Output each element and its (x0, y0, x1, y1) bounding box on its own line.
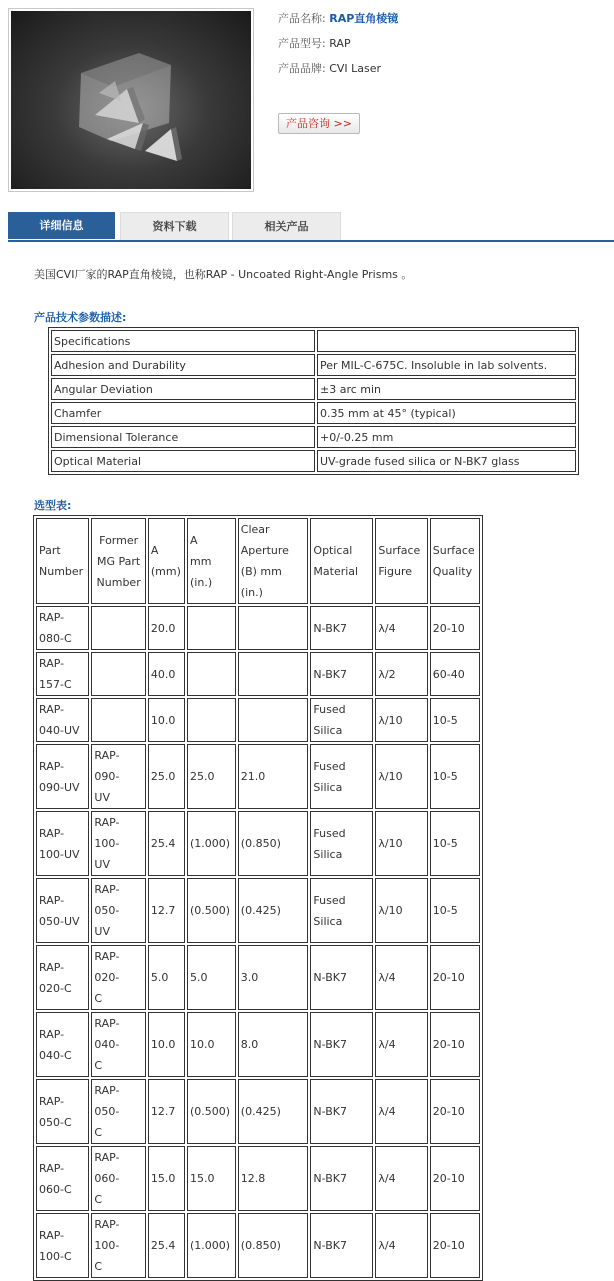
cell-line: RAP- (39, 759, 65, 773)
cell-line: Fused Silica (313, 826, 346, 861)
cell-line: mm (in.) (190, 554, 213, 589)
cell-line: 10-5 (432, 837, 458, 850)
selection-cell (91, 698, 146, 742)
cell-line: 15.0 (150, 1172, 176, 1185)
cell-line: λ/2 (378, 667, 396, 681)
spec-key: Dimensional Tolerance (51, 426, 315, 448)
cell-line: 21.0 (240, 770, 266, 783)
cell-line: A (190, 533, 198, 547)
cell-line: λ/10 (378, 713, 403, 727)
selection-cell (36, 1079, 89, 1144)
selection-cell (375, 698, 427, 742)
cell-line: 25.4 (150, 1239, 176, 1252)
product-brand-row (278, 62, 398, 87)
selection-cell (430, 1213, 480, 1278)
cell-line: 060-C (39, 1182, 72, 1196)
selection-cell (238, 1012, 309, 1077)
selection-cell (310, 698, 373, 742)
product-brand-value: CVI Laser (329, 62, 382, 75)
cell-line: 020-C (39, 981, 72, 995)
cell-line: 157-C (39, 678, 72, 691)
selection-cell (36, 878, 89, 943)
cell-line: Fused Silica (313, 703, 346, 737)
selection-cell (91, 1012, 146, 1077)
selection-cell (148, 1146, 185, 1211)
selection-cell (36, 811, 89, 876)
cell-line: C (94, 1126, 103, 1139)
cell-line: λ/4 (378, 1239, 396, 1252)
spec-value: Per MIL-C-675C. Insoluble in lab solvents. (317, 354, 576, 376)
table-row (36, 945, 480, 1010)
cell-line: 040-UV (39, 724, 80, 737)
cell-line: 20-10 (432, 1172, 465, 1185)
tab-downloads[interactable]: 资料下载 (120, 212, 229, 240)
cell-line: 25.4 (150, 837, 176, 850)
cell-line: Surface (378, 544, 421, 557)
product-model-label: 产品型号: (278, 37, 326, 50)
spec-row (51, 402, 576, 424)
selection-cell (91, 945, 146, 1010)
product-name-value: RAP直角棱镜 (329, 12, 399, 25)
selection-cell (430, 606, 480, 650)
cell-line: λ/4 (378, 1172, 396, 1185)
cell-line: 10-5 (432, 770, 458, 783)
cell-line: 12.7 (150, 904, 176, 917)
cell-line: 5.0 (150, 971, 169, 984)
spec-section-title: 产品技术参数描述: (34, 311, 127, 324)
cell-line: C (94, 992, 103, 1005)
selection-cell (91, 878, 146, 943)
spec-value: UV-grade fused silica or N-BK7 glass (317, 450, 576, 472)
selection-cell (148, 652, 185, 696)
selection-cell (375, 606, 427, 650)
selection-cell (187, 878, 236, 943)
selection-cell (187, 1213, 236, 1278)
product-intro: 美国CVI厂家的RAP直角棱镜，也称RAP - Uncoated Right-Angle Prisms 。 (34, 268, 413, 281)
selection-cell (36, 744, 89, 809)
cell-line: N-BK7 (313, 1038, 347, 1051)
selection-cell (148, 878, 185, 943)
selection-header-cell (430, 518, 480, 604)
selection-cell (148, 698, 185, 742)
cell-line: λ/4 (378, 1105, 396, 1118)
table-row (36, 1012, 480, 1077)
cell-line: 10-5 (432, 904, 458, 917)
selection-cell (91, 811, 146, 876)
cell-line: RAP- (39, 1161, 65, 1175)
cell-line: C (94, 1193, 103, 1206)
spec-row (51, 330, 576, 352)
cell-line: 60-40 (432, 667, 465, 681)
cell-line: RAP-060- (94, 1151, 120, 1185)
cell-line: 20-10 (432, 971, 465, 984)
selection-cell (430, 1146, 480, 1211)
cell-line: λ/10 (378, 904, 403, 917)
cell-line: 10-5 (432, 713, 458, 727)
cell-line: λ/4 (378, 621, 396, 635)
cell-line: 40.0 (150, 667, 176, 681)
cell-line: Number (39, 565, 84, 578)
selection-cell (91, 652, 146, 696)
selection-cell (187, 811, 236, 876)
cell-line: RAP-100- (94, 816, 120, 850)
cell-line: (0.500) (190, 1105, 231, 1118)
table-row (36, 652, 480, 696)
product-name-row (278, 12, 398, 37)
selection-cell (310, 811, 373, 876)
selection-cell (187, 1146, 236, 1211)
cell-line: 8.0 (240, 1038, 259, 1051)
selection-cell (187, 652, 236, 696)
selection-cell (238, 945, 309, 1010)
selection-cell (430, 945, 480, 1010)
selection-cell (430, 1012, 480, 1077)
prism-illustration (11, 11, 251, 189)
product-consult-button[interactable]: 产品咨询 >> (278, 113, 360, 134)
cell-line: 20-10 (432, 1239, 465, 1252)
selection-cell (310, 1079, 373, 1144)
cell-line: (0.425) (240, 904, 281, 917)
selection-cell (310, 606, 373, 650)
selection-cell (148, 1012, 185, 1077)
cell-line: 10.0 (150, 1038, 176, 1051)
cell-line: UV (94, 791, 110, 804)
selection-cell (91, 1079, 146, 1144)
spec-row (51, 354, 576, 376)
product-brand-label: 产品品牌: (278, 62, 326, 75)
cell-line: Surface (432, 544, 475, 557)
selection-cell (310, 878, 373, 943)
spec-key: Adhesion and Durability (51, 354, 315, 376)
product-model-value: RAP (329, 37, 351, 50)
selection-header-cell (91, 518, 146, 604)
cell-line: C (94, 1059, 103, 1072)
cell-line: RAP-040- (94, 1017, 120, 1051)
selection-cell (238, 811, 309, 876)
cell-line: RAP- (39, 611, 65, 624)
selection-cell (375, 878, 427, 943)
cell-line: C (94, 1260, 103, 1273)
selection-cell (91, 606, 146, 650)
cell-line: 100-C (39, 1249, 72, 1263)
tab-related-products[interactable]: 相关产品 (232, 212, 341, 240)
cell-line: 100-UV (39, 847, 80, 861)
cell-line: 20.0 (150, 621, 176, 635)
cell-line: λ/4 (378, 1038, 396, 1051)
selection-cell (238, 652, 309, 696)
cell-line: 10.0 (150, 713, 176, 727)
cell-line: 12.8 (240, 1172, 266, 1185)
cell-line: λ/10 (378, 837, 403, 850)
selection-cell (148, 945, 185, 1010)
selection-cell (430, 744, 480, 809)
cell-line: RAP- (39, 657, 65, 670)
cell-line: Quality (432, 565, 473, 578)
spec-key: Chamfer (51, 402, 315, 424)
selection-header-cell (238, 518, 309, 604)
product-info (278, 12, 398, 87)
selection-cell (187, 1079, 236, 1144)
selection-cell (238, 878, 309, 943)
table-row (36, 744, 480, 809)
cell-line: 5.0 (190, 971, 208, 984)
spec-row (51, 450, 576, 472)
cell-line: RAP- (39, 1228, 65, 1242)
selection-header-cell (310, 518, 373, 604)
cell-line: 15.0 (190, 1172, 215, 1185)
selection-cell (36, 945, 89, 1010)
table-row (36, 698, 480, 742)
cell-line: λ/4 (378, 971, 396, 984)
selection-cell (36, 606, 89, 650)
cell-line: RAP- (39, 1094, 65, 1108)
selection-cell (375, 1213, 427, 1278)
selection-cell (148, 811, 185, 876)
cell-line: (0.850) (240, 837, 281, 850)
selection-cell (310, 1012, 373, 1077)
cell-line: UV (94, 858, 110, 871)
selection-table (33, 515, 483, 1281)
cell-line: Material (313, 565, 359, 578)
spec-row (51, 378, 576, 400)
spec-value: ±3 arc min (317, 378, 576, 400)
table-row (36, 1079, 480, 1144)
selection-cell (375, 1079, 427, 1144)
spec-table (48, 327, 579, 475)
selection-cell (430, 652, 480, 696)
spec-key: Optical Material (51, 450, 315, 472)
cell-line: RAP-100- (94, 1218, 120, 1252)
selection-cell (187, 744, 236, 809)
selection-cell (310, 1146, 373, 1211)
selection-cell (430, 1079, 480, 1144)
cell-line: RAP- (39, 960, 65, 974)
cell-line: Part (39, 544, 61, 557)
cell-line: Fused Silica (313, 893, 346, 928)
cell-line: Number (96, 575, 141, 589)
selection-cell (36, 1146, 89, 1211)
selection-cell (375, 652, 427, 696)
table-row (36, 878, 480, 943)
cell-line: 10.0 (190, 1038, 215, 1051)
selection-cell (238, 606, 309, 650)
cell-line: Clear Aperture (240, 523, 289, 557)
cell-line: 12.7 (150, 1105, 176, 1118)
cell-line: RAP-020- (94, 950, 120, 984)
table-row (36, 811, 480, 876)
selection-cell (36, 1213, 89, 1278)
selection-cell (148, 744, 185, 809)
spec-value: 0.35 mm at 45° (typical) (317, 402, 576, 424)
selection-cell (148, 1213, 185, 1278)
product-image (11, 11, 251, 189)
cell-line: N-BK7 (313, 1172, 347, 1185)
selection-cell (238, 1079, 309, 1144)
selection-cell (375, 945, 427, 1010)
table-row (36, 1213, 480, 1278)
spec-value (317, 330, 576, 352)
cell-line: MG Part (97, 554, 141, 568)
tab-details[interactable]: 详细信息 (8, 212, 115, 239)
selection-cell (430, 811, 480, 876)
selection-cell (375, 1012, 427, 1077)
selection-cell (36, 652, 89, 696)
cell-line: UV (94, 925, 110, 938)
cell-line: (0.500) (190, 904, 231, 917)
selection-cell (310, 945, 373, 1010)
selection-cell (238, 1146, 309, 1211)
selection-cell (91, 744, 146, 809)
detail-tabs (8, 212, 614, 242)
selection-cell (430, 878, 480, 943)
selection-cell (187, 698, 236, 742)
selection-cell (238, 698, 309, 742)
spec-value: +0/-0.25 mm (317, 426, 576, 448)
selection-section-title: 选型表: (34, 499, 72, 512)
spec-key: Angular Deviation (51, 378, 315, 400)
cell-line: 25.0 (150, 770, 176, 783)
product-name-label: 产品名称: (278, 12, 326, 25)
cell-line: Figure (378, 565, 412, 578)
table-row (36, 1146, 480, 1211)
selection-cell (238, 1213, 309, 1278)
cell-line: RAP- (39, 826, 65, 840)
cell-line: 20-10 (432, 621, 465, 635)
cell-line: RAP- (39, 893, 65, 907)
selection-header-cell (148, 518, 185, 604)
selection-cell (36, 1012, 89, 1077)
selection-cell (375, 1146, 427, 1211)
cell-line: N-BK7 (313, 1105, 347, 1118)
spec-row (51, 426, 576, 448)
selection-header-row (36, 518, 480, 604)
cell-line: (1.000) (190, 837, 231, 850)
selection-cell (310, 652, 373, 696)
spec-key: Specifications (51, 330, 315, 352)
selection-header-cell (187, 518, 236, 604)
cell-line: N-BK7 (313, 971, 347, 984)
cell-line: 090-UV (39, 780, 80, 794)
selection-header-cell (375, 518, 427, 604)
selection-cell (91, 1213, 146, 1278)
cell-line: λ/10 (378, 770, 403, 783)
product-image-frame (8, 8, 254, 192)
cell-line: RAP- (39, 703, 65, 716)
cell-line: (1.000) (190, 1239, 231, 1252)
selection-cell (238, 744, 309, 809)
cell-line: 080-C (39, 632, 72, 645)
selection-cell (36, 698, 89, 742)
selection-cell (430, 698, 480, 742)
cell-line: N-BK7 (313, 621, 347, 635)
selection-cell (91, 1146, 146, 1211)
cell-line: RAP- (39, 1027, 65, 1041)
cell-line: Former (99, 533, 139, 547)
cell-line: (B) mm (in.) (240, 565, 282, 599)
selection-cell (187, 945, 236, 1010)
cell-line: 3.0 (240, 971, 259, 984)
cell-line: 040-C (39, 1048, 72, 1062)
table-row (36, 606, 480, 650)
selection-cell (148, 606, 185, 650)
cell-line: 050-C (39, 1115, 72, 1129)
cell-line: Fused Silica (313, 759, 346, 794)
selection-header-cell (36, 518, 89, 604)
cell-line: RAP-090- (94, 749, 120, 783)
cell-line: Optical (313, 544, 353, 557)
cell-line: 20-10 (432, 1038, 465, 1051)
cell-line: (0.850) (240, 1239, 281, 1252)
selection-cell (375, 811, 427, 876)
cell-line: 25.0 (190, 770, 215, 783)
cell-line: A (150, 544, 159, 557)
cell-line: RAP-050- (94, 1084, 120, 1118)
selection-cell (310, 1213, 373, 1278)
product-model-row (278, 37, 398, 62)
selection-cell (310, 744, 373, 809)
cell-line: (mm) (150, 565, 181, 578)
cell-line: N-BK7 (313, 1239, 347, 1252)
cell-line: N-BK7 (313, 667, 347, 681)
selection-cell (187, 606, 236, 650)
cell-line: (0.425) (240, 1105, 281, 1118)
cell-line: 20-10 (432, 1105, 465, 1118)
selection-cell (148, 1079, 185, 1144)
cell-line: RAP-050- (94, 883, 120, 917)
selection-cell (375, 744, 427, 809)
cell-line: 050-UV (39, 914, 80, 928)
selection-cell (187, 1012, 236, 1077)
